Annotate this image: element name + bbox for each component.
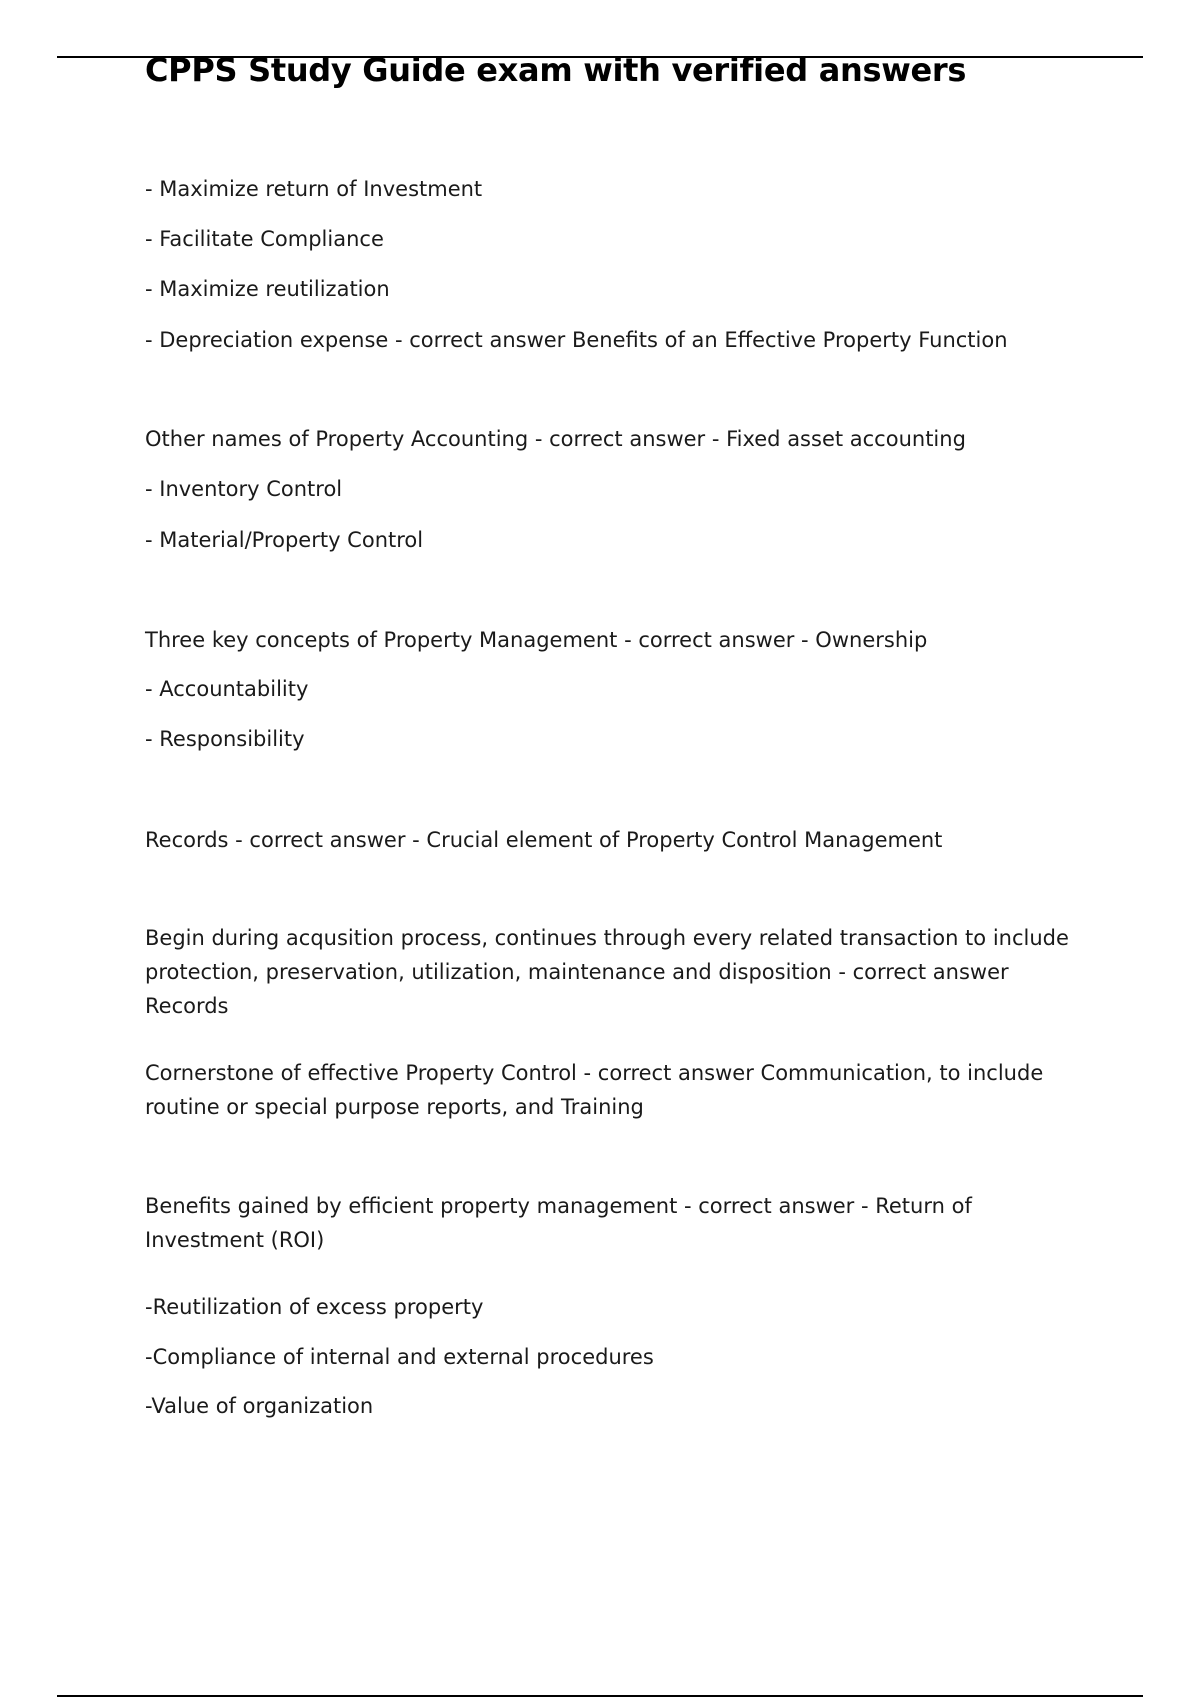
answer-line: - Depreciation expense - correct answer Benefits of an Effective Property Function bbox=[145, 328, 1008, 352]
qa-paragraph: Begin during acqusition process, continues through every related transaction to include protection, preservation, utilization, maintenance and disposition - correct answer Records bbox=[145, 926, 1069, 1018]
answer-line: - Maximize reutilization bbox=[145, 277, 390, 301]
qa-paragraph: Benefits gained by efficient property management - correct answer - Return of Investment (ROI) bbox=[145, 1194, 972, 1252]
answer-line: - Responsibility bbox=[145, 727, 305, 751]
document-title: CPPS Study Guide exam with verified answers bbox=[145, 51, 967, 89]
footer-rule bbox=[57, 1695, 1143, 1697]
answer-line: - Inventory Control bbox=[145, 477, 343, 501]
question-line: Records - correct answer - Crucial element of Property Control Management bbox=[145, 828, 943, 852]
answer-line: - Material/Property Control bbox=[145, 528, 424, 552]
answer-line: - Accountability bbox=[145, 677, 309, 701]
answer-line: -Value of organization bbox=[145, 1394, 374, 1418]
answer-line: -Reutilization of excess property bbox=[145, 1295, 484, 1319]
answer-line: -Compliance of internal and external procedures bbox=[145, 1345, 654, 1369]
question-line: Three key concepts of Property Management - correct answer - Ownership bbox=[145, 628, 928, 652]
question-line: Other names of Property Accounting - correct answer - Fixed asset accounting bbox=[145, 427, 966, 451]
answer-line: - Facilitate Compliance bbox=[145, 227, 384, 251]
answer-line: - Maximize return of Investment bbox=[145, 177, 483, 201]
qa-paragraph: Cornerstone of effective Property Control - correct answer Communication, to include routine or special purpose reports, and Training bbox=[145, 1061, 1044, 1119]
